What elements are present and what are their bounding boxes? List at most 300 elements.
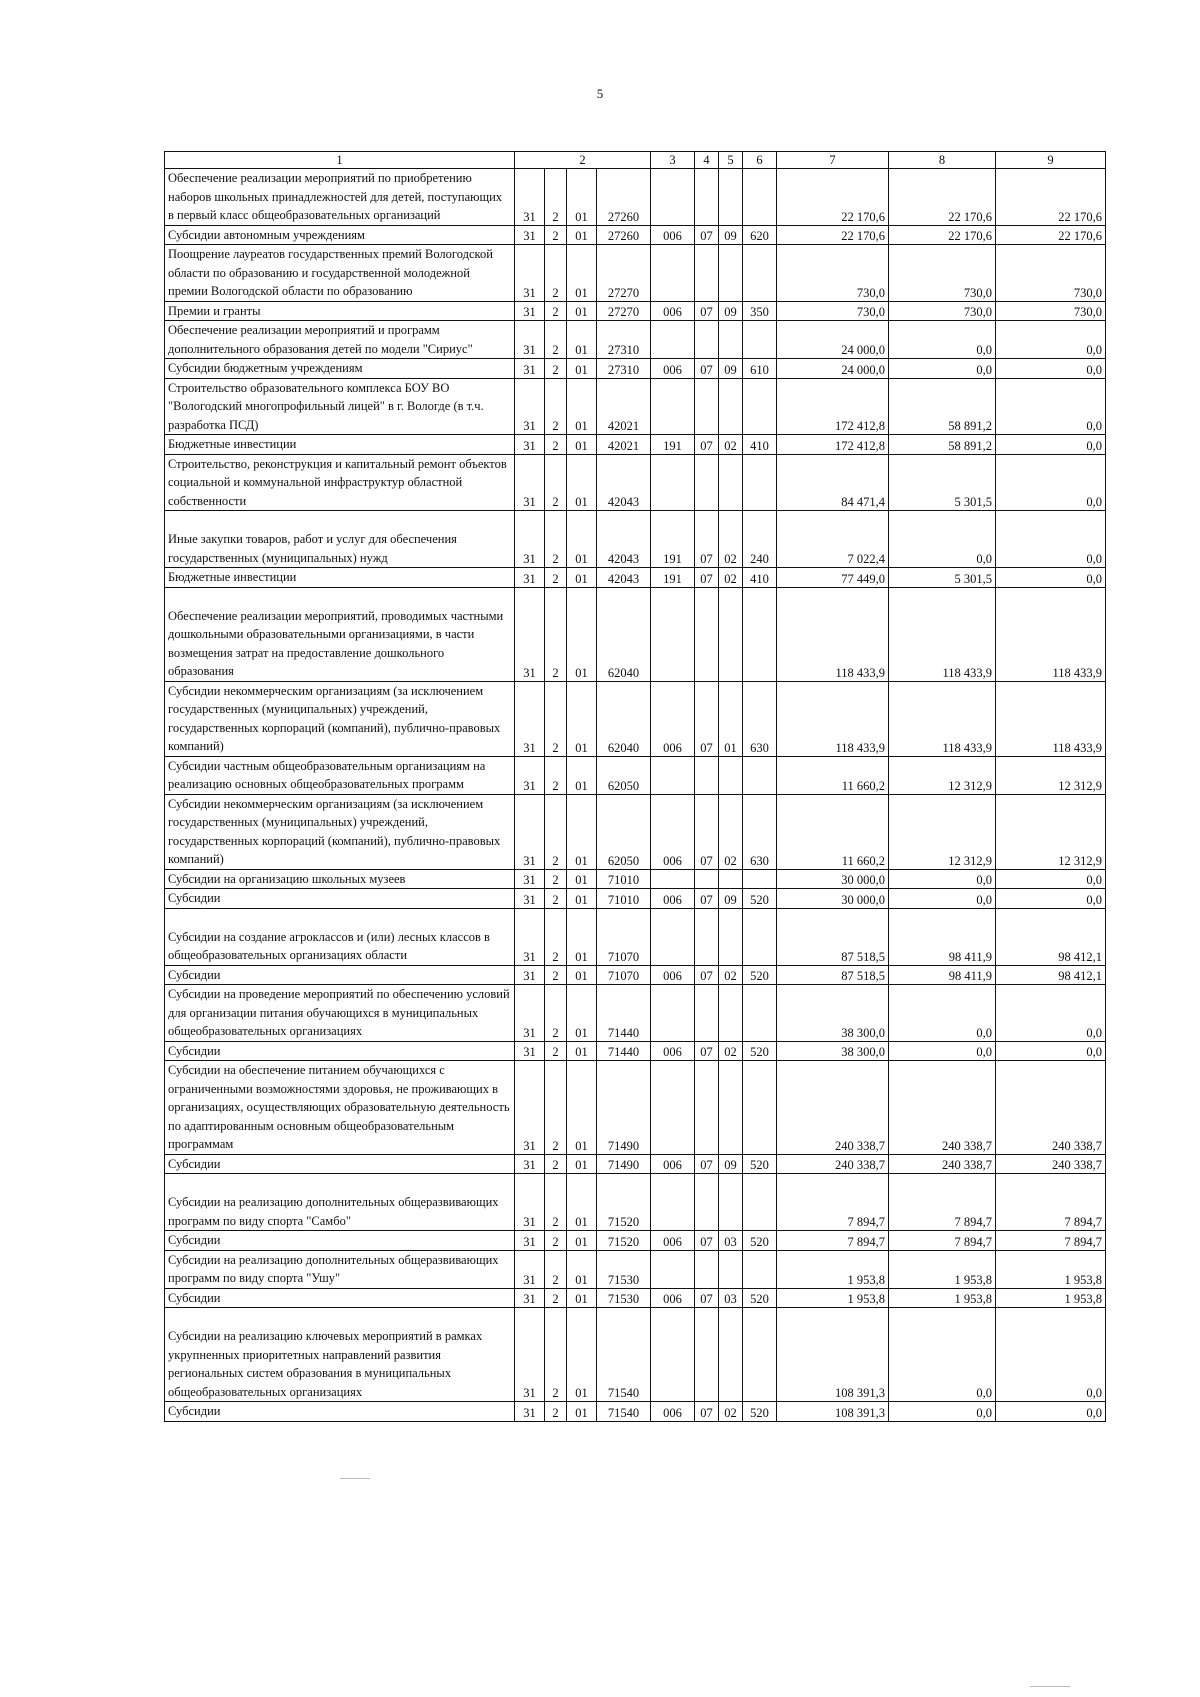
code-part-4: 62050 [597,794,651,869]
expense-type-code: 610 [743,359,777,379]
expense-type-code [743,908,777,965]
code-part-3: 01 [567,794,597,869]
section-code: 07 [695,301,719,321]
value-col-8: 7 894,7 [889,1174,996,1231]
code-part-4: 71530 [597,1288,651,1308]
code-part-2: 2 [545,1174,567,1231]
code-part-1: 31 [515,378,545,435]
value-col-8: 730,0 [889,301,996,321]
code-part-1: 31 [515,908,545,965]
subsection-code [719,378,743,435]
subsection-code [719,756,743,794]
table-row [165,794,1106,869]
code-part-3: 01 [567,568,597,588]
table-row [165,1174,1106,1231]
expense-type-code [743,1061,777,1155]
code-part-1: 31 [515,985,545,1042]
value-col-7: 87 518,5 [777,965,889,985]
expense-type-code: 520 [743,1402,777,1422]
value-col-7: 7 022,4 [777,511,889,568]
expense-type-code: 520 [743,1041,777,1061]
ministry-code: 006 [651,301,695,321]
value-col-9: 730,0 [996,245,1106,302]
code-part-2: 2 [545,1041,567,1061]
table-row [165,908,1106,965]
value-col-9: 118 433,9 [996,681,1106,756]
code-part-1: 31 [515,568,545,588]
value-col-7: 24 000,0 [777,359,889,379]
ministry-code: 006 [651,681,695,756]
row-name: Субсидии [165,1402,515,1422]
expense-type-code: 410 [743,568,777,588]
value-col-9: 22 170,6 [996,169,1106,226]
code-part-3: 01 [567,454,597,511]
code-part-3: 01 [567,378,597,435]
ministry-code [651,321,695,359]
ministry-code [651,454,695,511]
value-col-7: 38 300,0 [777,1041,889,1061]
row-name: Субсидии на организацию школьных музеев [165,869,515,889]
subsection-code [719,245,743,302]
code-part-1: 31 [515,301,545,321]
table-row [165,985,1106,1042]
code-part-4: 27310 [597,321,651,359]
subsection-code: 09 [719,1154,743,1174]
subsection-code: 02 [719,965,743,985]
subsection-code [719,869,743,889]
code-part-3: 01 [567,985,597,1042]
code-part-3: 01 [567,965,597,985]
code-part-3: 01 [567,587,597,681]
subsection-code: 03 [719,1231,743,1251]
code-part-4: 27270 [597,245,651,302]
code-part-1: 31 [515,169,545,226]
value-col-8: 1 953,8 [889,1250,996,1288]
code-part-3: 01 [567,1174,597,1231]
code-part-2: 2 [545,985,567,1042]
code-part-4: 42021 [597,378,651,435]
code-part-2: 2 [545,321,567,359]
table-row [165,1250,1106,1288]
section-code: 07 [695,1231,719,1251]
code-part-4: 62040 [597,681,651,756]
code-part-3: 01 [567,889,597,909]
subsection-code: 09 [719,225,743,245]
expense-type-code [743,169,777,226]
column-header-2: 2 [515,152,651,169]
code-part-3: 01 [567,1308,597,1402]
ministry-code: 191 [651,435,695,455]
section-code: 07 [695,225,719,245]
ministry-code [651,169,695,226]
value-col-7: 11 660,2 [777,756,889,794]
section-code: 07 [695,681,719,756]
value-col-7: 24 000,0 [777,321,889,359]
value-col-9: 0,0 [996,435,1106,455]
code-part-2: 2 [545,454,567,511]
page-number: 5 [596,86,604,101]
code-part-3: 01 [567,225,597,245]
value-col-8: 0,0 [889,985,996,1042]
code-part-3: 01 [567,435,597,455]
scan-mark [340,1478,370,1479]
value-col-7: 730,0 [777,301,889,321]
code-part-2: 2 [545,965,567,985]
code-part-1: 31 [515,965,545,985]
value-col-7: 1 953,8 [777,1288,889,1308]
row-name: Обеспечение реализации мероприятий, проводимых частными дошкольными образовательными организациями, в части возмещения затрат на предоставление дошкольного образования [165,587,515,681]
ministry-code [651,869,695,889]
value-col-7: 240 338,7 [777,1154,889,1174]
value-col-9: 1 953,8 [996,1288,1106,1308]
value-col-8: 0,0 [889,869,996,889]
row-name: Строительство образовательного комплекса БОУ ВО "Вологодский многопрофильный лицей" в г. Вологде (в т.ч. разработка ПСД) [165,378,515,435]
section-code [695,1308,719,1402]
row-name: Бюджетные инвестиции [165,435,515,455]
value-col-8: 0,0 [889,359,996,379]
ministry-code: 006 [651,1402,695,1422]
value-col-7: 7 894,7 [777,1174,889,1231]
column-header-5: 5 [719,152,743,169]
subsection-code [719,908,743,965]
subsection-code [719,985,743,1042]
subsection-code [719,587,743,681]
section-code: 07 [695,568,719,588]
code-part-1: 31 [515,869,545,889]
ministry-code: 006 [651,1231,695,1251]
column-header-9: 9 [996,152,1106,169]
value-col-9: 240 338,7 [996,1154,1106,1174]
code-part-4: 71440 [597,985,651,1042]
value-col-7: 11 660,2 [777,794,889,869]
value-col-7: 22 170,6 [777,169,889,226]
table-row [165,378,1106,435]
ministry-code [651,985,695,1042]
value-col-8: 58 891,2 [889,435,996,455]
header-row [165,152,1106,169]
value-col-8: 12 312,9 [889,756,996,794]
value-col-7: 1 953,8 [777,1250,889,1288]
table-row [165,681,1106,756]
code-part-2: 2 [545,169,567,226]
code-part-4: 71070 [597,965,651,985]
code-part-2: 2 [545,1288,567,1308]
code-part-3: 01 [567,301,597,321]
value-col-9: 118 433,9 [996,587,1106,681]
code-part-1: 31 [515,321,545,359]
section-code [695,985,719,1042]
value-col-8: 118 433,9 [889,587,996,681]
value-col-8: 58 891,2 [889,378,996,435]
value-col-8: 12 312,9 [889,794,996,869]
table-row [165,1308,1106,1402]
value-col-8: 118 433,9 [889,681,996,756]
subsection-code [719,1250,743,1288]
code-part-1: 31 [515,1041,545,1061]
section-code: 07 [695,965,719,985]
value-col-9: 7 894,7 [996,1174,1106,1231]
ministry-code: 006 [651,359,695,379]
column-header-3: 3 [651,152,695,169]
subsection-code: 02 [719,1041,743,1061]
expense-type-code: 520 [743,889,777,909]
code-part-1: 31 [515,587,545,681]
value-col-7: 38 300,0 [777,985,889,1042]
ministry-code: 006 [651,1288,695,1308]
code-part-4: 71540 [597,1308,651,1402]
subsection-code: 02 [719,511,743,568]
code-part-3: 01 [567,1288,597,1308]
code-part-1: 31 [515,1061,545,1155]
ministry-code: 006 [651,225,695,245]
table-row [165,587,1106,681]
value-col-8: 0,0 [889,1041,996,1061]
section-code [695,869,719,889]
table-row [165,869,1106,889]
ministry-code: 191 [651,511,695,568]
code-part-4: 71540 [597,1402,651,1422]
table-row [165,889,1106,909]
ministry-code: 006 [651,794,695,869]
expense-type-code [743,756,777,794]
code-part-3: 01 [567,1402,597,1422]
ministry-code: 006 [651,1154,695,1174]
column-header-7: 7 [777,152,889,169]
expense-type-code: 630 [743,681,777,756]
expense-type-code: 620 [743,225,777,245]
value-col-7: 7 894,7 [777,1231,889,1251]
code-part-2: 2 [545,889,567,909]
expense-type-code: 240 [743,511,777,568]
value-col-9: 0,0 [996,378,1106,435]
subsection-code: 02 [719,435,743,455]
section-code: 07 [695,435,719,455]
value-col-9: 98 412,1 [996,908,1106,965]
code-part-4: 71490 [597,1061,651,1155]
code-part-1: 31 [515,1250,545,1288]
subsection-code: 09 [719,301,743,321]
expense-type-code: 520 [743,1288,777,1308]
expense-type-code [743,1174,777,1231]
ministry-code: 006 [651,965,695,985]
row-name: Бюджетные инвестиции [165,568,515,588]
ministry-code [651,756,695,794]
scan-mark [1030,1686,1070,1687]
code-part-1: 31 [515,1288,545,1308]
code-part-4: 27260 [597,225,651,245]
value-col-9: 22 170,6 [996,225,1106,245]
code-part-3: 01 [567,511,597,568]
code-part-2: 2 [545,587,567,681]
code-part-4: 62040 [597,587,651,681]
ministry-code [651,378,695,435]
row-name: Субсидии на создание агроклассов и (или) лесных классов в общеобразовательных организациях области [165,908,515,965]
section-code [695,756,719,794]
code-part-2: 2 [545,908,567,965]
section-code [695,587,719,681]
table-row [165,1041,1106,1061]
section-code [695,1061,719,1155]
subsection-code: 03 [719,1288,743,1308]
section-code: 07 [695,794,719,869]
subsection-code: 01 [719,681,743,756]
section-code [695,245,719,302]
subsection-code: 09 [719,359,743,379]
code-part-2: 2 [545,1250,567,1288]
ministry-code [651,908,695,965]
table-row [165,321,1106,359]
subsection-code: 02 [719,1402,743,1422]
row-name: Субсидии [165,1288,515,1308]
expense-type-code [743,378,777,435]
code-part-3: 01 [567,756,597,794]
expense-type-code [743,321,777,359]
code-part-3: 01 [567,1041,597,1061]
code-part-1: 31 [515,1231,545,1251]
value-col-9: 0,0 [996,1041,1106,1061]
value-col-8: 0,0 [889,1308,996,1402]
row-name: Поощрение лауреатов государственных премий Вологодской области по образованию и государственной молодежной премии Вологодской области по образованию [165,245,515,302]
code-part-3: 01 [567,1250,597,1288]
code-part-1: 31 [515,794,545,869]
code-part-1: 31 [515,1308,545,1402]
column-header-1: 1 [165,152,515,169]
value-col-7: 118 433,9 [777,681,889,756]
code-part-3: 01 [567,245,597,302]
row-name: Субсидии частным общеобразовательным организациям на реализацию основных общеобразовательных программ [165,756,515,794]
value-col-8: 98 411,9 [889,965,996,985]
code-part-4: 71070 [597,908,651,965]
value-col-9: 0,0 [996,985,1106,1042]
ministry-code: 006 [651,889,695,909]
value-col-9: 0,0 [996,454,1106,511]
ministry-code [651,1308,695,1402]
value-col-7: 77 449,0 [777,568,889,588]
row-name: Субсидии некоммерческим организациям (за исключением государственных (муниципальных) учреждений, государственных корпораций (компаний), публично-правовых компаний) [165,681,515,756]
value-col-9: 12 312,9 [996,756,1106,794]
value-col-9: 240 338,7 [996,1061,1106,1155]
subsection-code: 02 [719,794,743,869]
code-part-4: 27270 [597,301,651,321]
section-code: 07 [695,889,719,909]
table-row [165,454,1106,511]
value-col-9: 0,0 [996,359,1106,379]
code-part-2: 2 [545,1061,567,1155]
value-col-9: 1 953,8 [996,1250,1106,1288]
row-name: Субсидии [165,889,515,909]
value-col-9: 0,0 [996,1402,1106,1422]
code-part-4: 42021 [597,435,651,455]
value-col-7: 30 000,0 [777,889,889,909]
code-part-1: 31 [515,511,545,568]
row-name: Субсидии автономным учреждениям [165,225,515,245]
code-part-1: 31 [515,245,545,302]
section-code: 07 [695,1288,719,1308]
expense-type-code: 520 [743,1154,777,1174]
value-col-9: 730,0 [996,301,1106,321]
code-part-1: 31 [515,681,545,756]
row-name: Субсидии бюджетным учреждениям [165,359,515,379]
value-col-8: 22 170,6 [889,169,996,226]
row-name: Субсидии [165,965,515,985]
subsection-code: 02 [719,568,743,588]
row-name: Субсидии [165,1041,515,1061]
row-name: Субсидии на реализацию дополнительных общеразвивающих программ по виду спорта "Самбо" [165,1174,515,1231]
row-name: Обеспечение реализации мероприятий по приобретению наборов школьных принадлежностей для детей, поступающих в первый класс общеобразовательных организаций [165,169,515,226]
value-col-9: 0,0 [996,568,1106,588]
section-code: 07 [695,1154,719,1174]
code-part-1: 31 [515,1154,545,1174]
value-col-9: 0,0 [996,511,1106,568]
expense-type-code [743,454,777,511]
expense-type-code [743,869,777,889]
expense-type-code [743,985,777,1042]
code-part-4: 27260 [597,169,651,226]
expense-type-code: 520 [743,1231,777,1251]
expense-type-code [743,587,777,681]
ministry-code: 191 [651,568,695,588]
code-part-4: 71440 [597,1041,651,1061]
code-part-4: 42043 [597,511,651,568]
table-row [165,965,1106,985]
value-col-7: 22 170,6 [777,225,889,245]
row-name: Обеспечение реализации мероприятий и программ дополнительного образования детей по модели "Сириус" [165,321,515,359]
code-part-4: 71530 [597,1250,651,1288]
value-col-7: 172 412,8 [777,435,889,455]
code-part-2: 2 [545,301,567,321]
code-part-4: 71520 [597,1231,651,1251]
code-part-2: 2 [545,435,567,455]
ministry-code [651,1061,695,1155]
subsection-code [719,169,743,226]
code-part-1: 31 [515,889,545,909]
value-col-9: 0,0 [996,321,1106,359]
table-row [165,169,1106,226]
code-part-3: 01 [567,321,597,359]
value-col-7: 108 391,3 [777,1308,889,1402]
value-col-7: 240 338,7 [777,1061,889,1155]
table-row [165,359,1106,379]
ministry-code: 006 [651,1041,695,1061]
table-body [165,169,1106,1422]
code-part-2: 2 [545,681,567,756]
expense-type-code [743,1308,777,1402]
expense-type-code: 410 [743,435,777,455]
code-part-2: 2 [545,511,567,568]
subsection-code [719,1174,743,1231]
code-part-4: 71010 [597,889,651,909]
code-part-2: 2 [545,1402,567,1422]
code-part-3: 01 [567,359,597,379]
section-code: 07 [695,1402,719,1422]
subsection-code [719,1308,743,1402]
code-part-1: 31 [515,756,545,794]
value-col-9: 12 312,9 [996,794,1106,869]
column-header-6: 6 [743,152,777,169]
code-part-3: 01 [567,681,597,756]
value-col-7: 172 412,8 [777,378,889,435]
table-row [165,511,1106,568]
row-name: Субсидии некоммерческим организациям (за исключением государственных (муниципальных) учреждений, государственных корпораций (компаний), публично-правовых компаний) [165,794,515,869]
section-code [695,1250,719,1288]
code-part-3: 01 [567,1231,597,1251]
row-name: Субсидии на реализацию дополнительных общеразвивающих программ по виду спорта "Ушу" [165,1250,515,1288]
code-part-2: 2 [545,245,567,302]
code-part-1: 31 [515,225,545,245]
code-part-3: 01 [567,869,597,889]
subsection-code: 09 [719,889,743,909]
subsection-code [719,1061,743,1155]
